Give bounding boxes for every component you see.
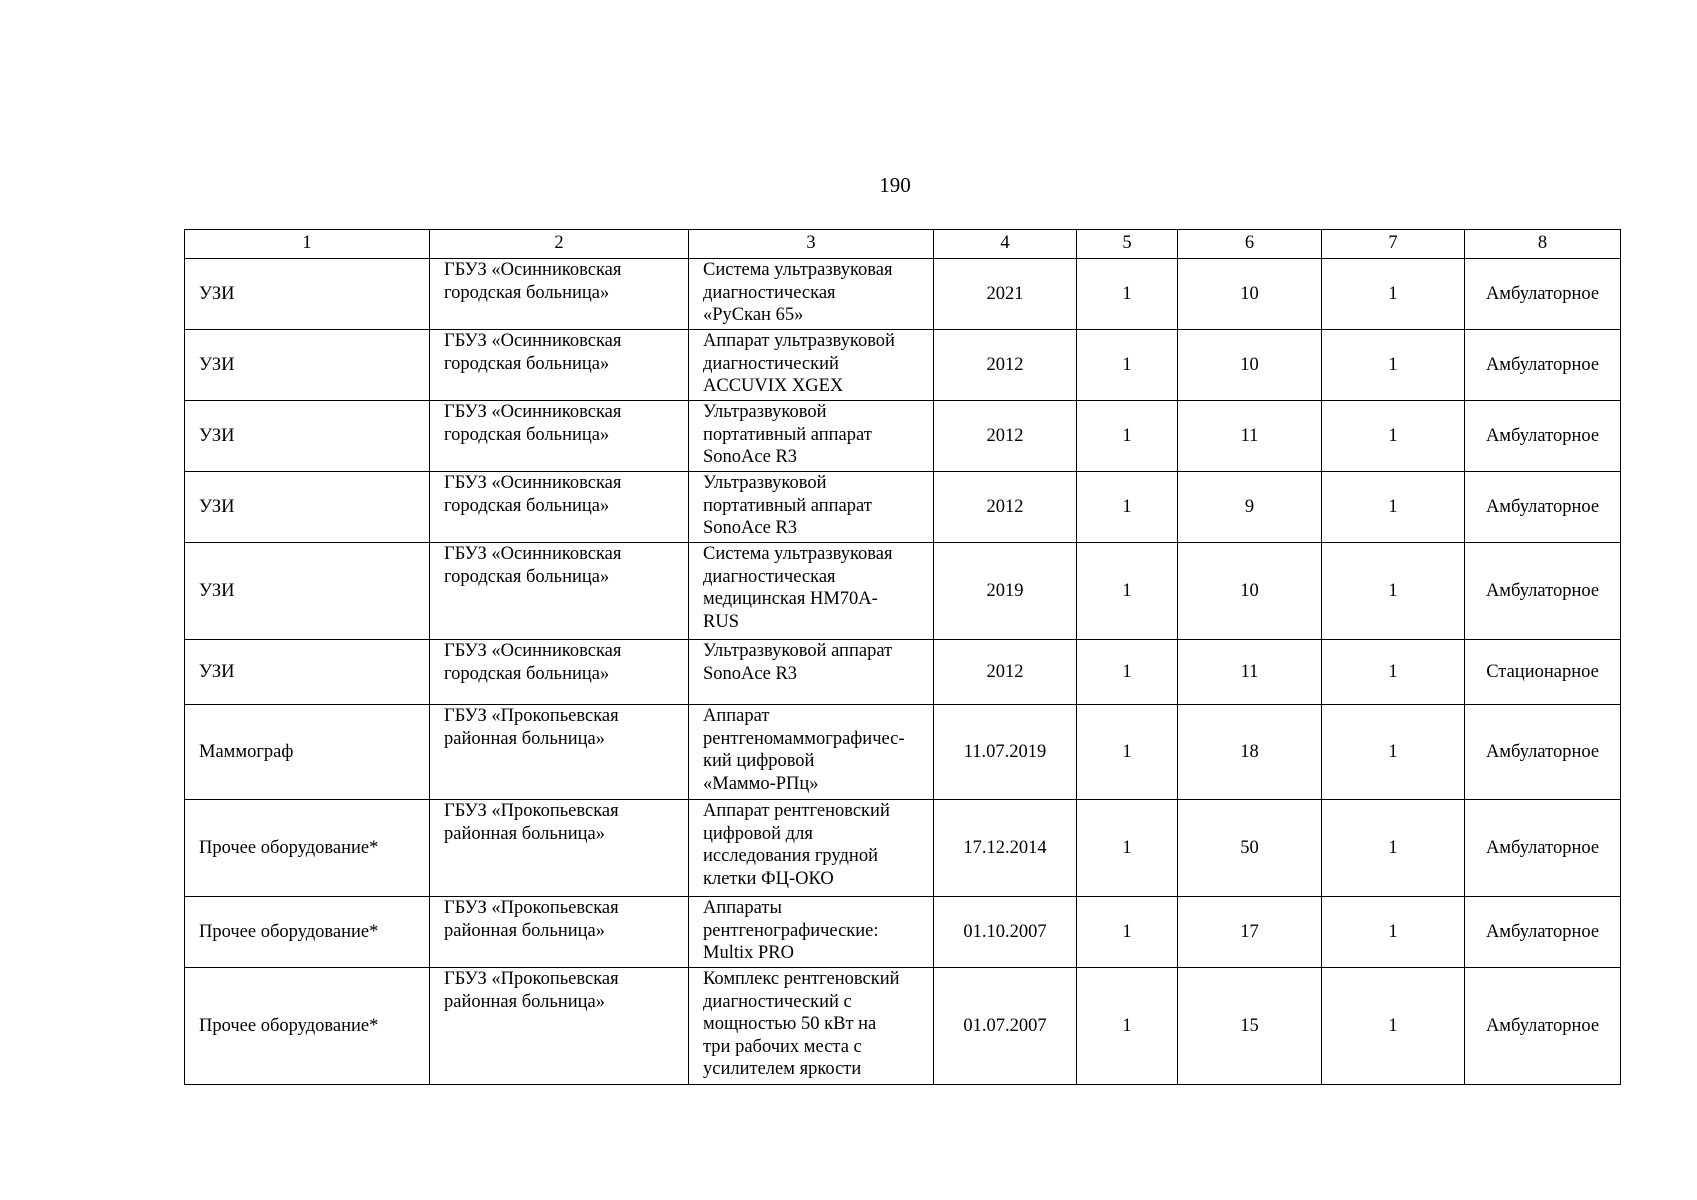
column-5-cell: 1	[1077, 543, 1178, 640]
cell-line: ГБУЗ «Осинниковская	[444, 331, 622, 351]
column-6-cell: 11	[1178, 640, 1322, 705]
cell-line: Система ультразвуковая	[703, 544, 893, 564]
column-6-cell: 17	[1178, 897, 1322, 968]
cell-line: ГБУЗ «Прокопьевская	[444, 969, 619, 989]
cell-line: Аппараты	[703, 898, 782, 918]
column-5-cell: 1	[1077, 897, 1178, 968]
cell-line: Комплекс рентгеновский	[703, 969, 900, 989]
care-type-cell: Амбулаторное	[1465, 543, 1621, 640]
column-5-cell: 1	[1077, 259, 1178, 330]
equipment-name-cell	[689, 897, 934, 968]
column-6-cell: 10	[1178, 330, 1322, 401]
table-body	[185, 259, 1621, 1085]
column-6-cell: 15	[1178, 968, 1322, 1085]
cell-line: «РуСкан 65»	[703, 305, 804, 325]
care-type-cell: Амбулаторное	[1465, 259, 1621, 330]
cell-line: медицинская HM70A-	[703, 589, 878, 609]
equipment-type-cell: УЗИ	[185, 401, 430, 472]
cell-line: RUS	[703, 611, 739, 632]
equipment-type-cell: УЗИ	[185, 543, 430, 640]
table-row	[185, 897, 1621, 968]
cell-line: ГБУЗ «Осинниковская	[444, 473, 622, 493]
cell-line: городская больница»	[444, 282, 610, 303]
cell-line: ГБУЗ «Осинниковская	[444, 260, 622, 280]
organization-cell	[430, 640, 689, 705]
cell-line: диагностическая	[703, 282, 836, 303]
date-cell: 2012	[934, 640, 1077, 705]
organization-cell	[430, 543, 689, 640]
equipment-name-cell	[689, 401, 934, 472]
equipment-type-cell: УЗИ	[185, 330, 430, 401]
cell-line: диагностический	[703, 353, 839, 374]
cell-line: диагностический с	[703, 991, 852, 1012]
column-header: 8	[1465, 230, 1621, 259]
cell-line: SonoAce R3	[703, 447, 798, 467]
equipment-name-cell	[689, 968, 934, 1085]
cell-line: кий цифровой	[703, 751, 815, 771]
equipment-name-cell	[689, 259, 934, 330]
equipment-name-cell	[689, 800, 934, 897]
equipment-name-cell	[689, 543, 934, 640]
column-7-cell: 1	[1322, 968, 1465, 1085]
cell-line: Аппарат рентгеновский	[703, 801, 890, 821]
organization-cell	[430, 259, 689, 330]
organization-cell	[430, 968, 689, 1085]
column-7-cell: 1	[1322, 259, 1465, 330]
equipment-type-cell: Прочее оборудование*	[185, 968, 430, 1085]
cell-line: усилителем яркости	[703, 1059, 862, 1079]
cell-line: районная больница»	[444, 991, 606, 1012]
cell-line: Ультразвуковой	[703, 473, 827, 493]
column-6-cell: 11	[1178, 401, 1322, 472]
table-row	[185, 330, 1621, 401]
cell-line: рентгеномаммографичес-	[703, 728, 905, 749]
date-cell: 2012	[934, 401, 1077, 472]
cell-line: диагностическая	[703, 566, 836, 587]
cell-line: ГБУЗ «Прокопьевская	[444, 706, 619, 726]
equipment-type-cell: Прочее оборудование*	[185, 800, 430, 897]
column-5-cell: 1	[1077, 401, 1178, 472]
column-5-cell: 1	[1077, 640, 1178, 705]
cell-line: мощностью 50 кВт на	[703, 1014, 877, 1034]
column-header: 1	[185, 230, 430, 259]
column-5-cell: 1	[1077, 472, 1178, 543]
cell-line: городская больница»	[444, 566, 610, 587]
cell-line: ГБУЗ «Осинниковская	[444, 544, 622, 564]
date-cell: 01.07.2007	[934, 968, 1077, 1085]
column-7-cell: 1	[1322, 401, 1465, 472]
column-6-cell: 18	[1178, 705, 1322, 800]
column-5-cell: 1	[1077, 705, 1178, 800]
equipment-name-cell	[689, 640, 934, 705]
equipment-name-cell	[689, 705, 934, 800]
column-6-cell: 10	[1178, 259, 1322, 330]
column-header: 4	[934, 230, 1077, 259]
cell-line: Ультразвуковой	[703, 402, 827, 422]
organization-cell	[430, 472, 689, 543]
organization-cell	[430, 897, 689, 968]
date-cell: 01.10.2007	[934, 897, 1077, 968]
care-type-cell: Амбулаторное	[1465, 401, 1621, 472]
cell-line: портативный аппарат	[703, 424, 872, 445]
date-cell: 2012	[934, 472, 1077, 543]
table-row	[185, 705, 1621, 800]
column-header: 5	[1077, 230, 1178, 259]
cell-line: Ультразвуковой аппарат	[703, 641, 893, 661]
table-row	[185, 543, 1621, 640]
table-row	[185, 640, 1621, 705]
cell-line: Multix PRO	[703, 943, 794, 963]
care-type-cell: Амбулаторное	[1465, 800, 1621, 897]
equipment-table	[184, 229, 1621, 1085]
cell-line: ГБУЗ «Осинниковская	[444, 641, 622, 661]
column-6-cell: 50	[1178, 800, 1322, 897]
column-5-cell: 1	[1077, 968, 1178, 1085]
cell-line: городская больница»	[444, 663, 610, 684]
column-7-cell: 1	[1322, 705, 1465, 800]
organization-cell	[430, 401, 689, 472]
cell-line: районная больница»	[444, 728, 606, 749]
column-5-cell: 1	[1077, 800, 1178, 897]
organization-cell	[430, 330, 689, 401]
care-type-cell: Амбулаторное	[1465, 330, 1621, 401]
care-type-cell: Амбулаторное	[1465, 968, 1621, 1085]
cell-line: городская больница»	[444, 495, 610, 516]
cell-line: районная больница»	[444, 920, 606, 941]
date-cell: 11.07.2019	[934, 705, 1077, 800]
table-row	[185, 800, 1621, 897]
cell-line: портативный аппарат	[703, 495, 872, 516]
date-cell: 2019	[934, 543, 1077, 640]
column-7-cell: 1	[1322, 897, 1465, 968]
page-number: 190	[879, 173, 911, 197]
cell-line: клетки ФЦ-ОКО	[703, 868, 834, 889]
care-type-cell: Амбулаторное	[1465, 897, 1621, 968]
cell-line: ГБУЗ «Прокопьевская	[444, 898, 619, 918]
cell-line: районная больница»	[444, 823, 606, 844]
table-row	[185, 968, 1621, 1085]
cell-line: ACCUVIX XGEX	[703, 376, 844, 396]
equipment-type-cell: Маммограф	[185, 705, 430, 800]
table-row	[185, 472, 1621, 543]
column-7-cell: 1	[1322, 330, 1465, 401]
column-7-cell: 1	[1322, 472, 1465, 543]
care-type-cell: Стационарное	[1465, 640, 1621, 705]
care-type-cell: Амбулаторное	[1465, 472, 1621, 543]
equipment-name-cell	[689, 472, 934, 543]
organization-cell	[430, 705, 689, 800]
cell-line: ГБУЗ «Осинниковская	[444, 402, 622, 422]
date-cell: 17.12.2014	[934, 800, 1077, 897]
column-5-cell: 1	[1077, 330, 1178, 401]
cell-line: цифровой для	[703, 823, 813, 844]
column-7-cell: 1	[1322, 800, 1465, 897]
table-row	[185, 259, 1621, 330]
cell-line: три рабочих места с	[703, 1036, 862, 1057]
cell-line: Система ультразвуковая	[703, 260, 893, 280]
cell-line: исследования грудной	[703, 846, 878, 866]
cell-line: Аппарат ультразвуковой	[703, 331, 895, 351]
equipment-type-cell: Прочее оборудование*	[185, 897, 430, 968]
table-row	[185, 401, 1621, 472]
column-6-cell: 9	[1178, 472, 1322, 543]
equipment-name-cell	[689, 330, 934, 401]
equipment-type-cell: УЗИ	[185, 472, 430, 543]
column-7-cell: 1	[1322, 640, 1465, 705]
equipment-type-cell: УЗИ	[185, 259, 430, 330]
column-header: 3	[689, 230, 934, 259]
cell-line: рентгенографические:	[703, 920, 879, 941]
column-6-cell: 10	[1178, 543, 1322, 640]
column-7-cell: 1	[1322, 543, 1465, 640]
organization-cell	[430, 800, 689, 897]
column-header: 7	[1322, 230, 1465, 259]
cell-line: городская больница»	[444, 353, 610, 374]
column-header: 2	[430, 230, 689, 259]
header-row	[185, 230, 1621, 259]
cell-line: ГБУЗ «Прокопьевская	[444, 801, 619, 821]
cell-line: SonoAce R3	[703, 518, 798, 538]
cell-line: «Маммо-РПц»	[703, 773, 819, 794]
column-header: 6	[1178, 230, 1322, 259]
date-cell: 2012	[934, 330, 1077, 401]
care-type-cell: Амбулаторное	[1465, 705, 1621, 800]
cell-line: Аппарат	[703, 706, 770, 726]
equipment-type-cell: УЗИ	[185, 640, 430, 705]
cell-line: городская больница»	[444, 424, 610, 445]
date-cell: 2021	[934, 259, 1077, 330]
cell-line: SonoAce R3	[703, 663, 798, 684]
